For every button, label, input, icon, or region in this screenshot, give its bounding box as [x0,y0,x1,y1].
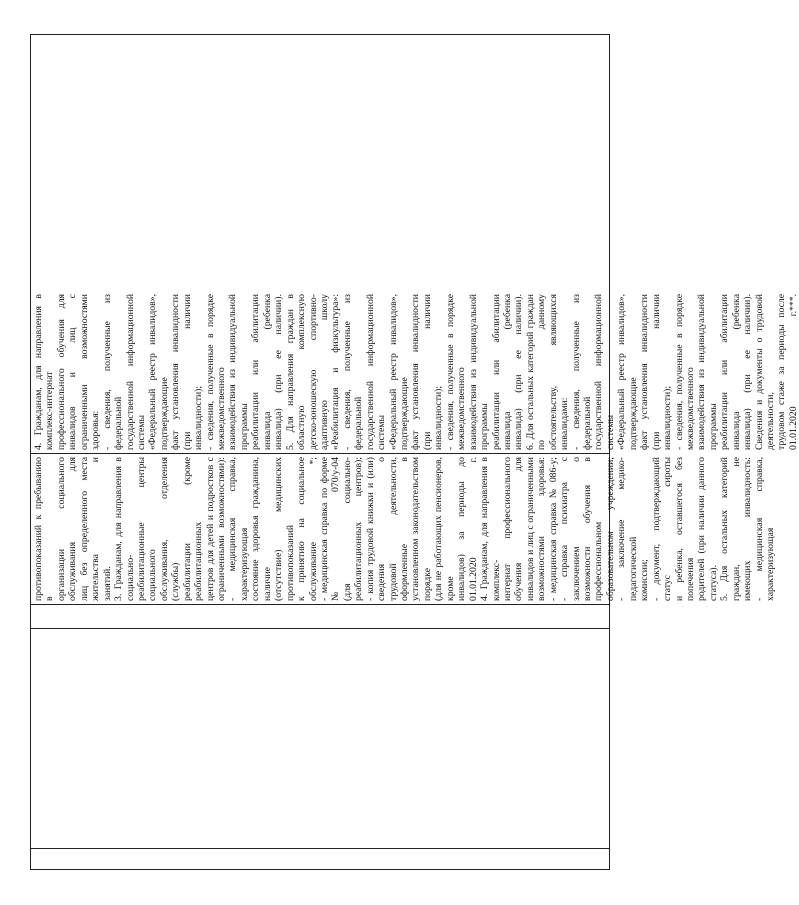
text-line: реабилитации или абилитации инвалида (ребенка [490,294,513,450]
text-line: родителей (при наличии данного статуса). [696,457,719,601]
text-line: Сведения и документы о трудовой деятельности, [753,294,776,450]
table-column-3 [31,605,609,629]
text-line: государственной информационной системы [124,294,147,450]
text-line: к принятию на социальное обслуживание *; [296,457,319,601]
text-line: инвалида) (при ее наличии). [513,294,525,450]
text-line: инвалида) (при ее наличии). [273,294,285,450]
text-line: 5. Для направления граждан в областную комплексную [284,294,308,450]
text-line: - сведения, полученные из федеральной [570,294,593,450]
text-line: инвалида) (при ее наличии). [742,294,754,450]
text-line: занятий. [101,566,113,601]
text-line: - сведения, полученные из федеральной [101,294,125,450]
text-line: инвалидов) за периоды до 01.01.2020 г. [456,457,479,601]
text-line: организации социального обслуживания для [55,457,79,601]
text-line: «Федеральный реестр инвалидов», подтверждающие [616,294,639,450]
text-line: и ребенка, оставшегося без попечения [673,457,696,601]
text-line: взаимодействия из индивидуальной программы [467,294,491,450]
text-line: реабилитации или абилитации инвалида (ребенка [719,294,742,450]
text-line: ограниченными возможностями здоровья: [78,294,102,450]
table-column-2 [31,629,609,849]
text-line: государственной информационной системы [593,294,616,450]
text-line: интернат профессионального обучения для [501,457,525,601]
text-line: - медицинская справка, характеризующая [227,457,250,601]
text-line: реабилитации или абилитации инвалида (ребенка [250,294,273,450]
text-line: инвалидов и лиц с ограниченными [524,457,536,601]
text-line: имеющих инвалидность: [742,457,754,601]
text-line: инвалидности); [433,385,445,450]
text-line: - сведения, полученные из федеральной [341,294,365,450]
text-line: - заключение медико-педагогической [616,457,639,601]
text-line: инвалидности); [193,385,205,450]
text-line: обстоятельству, являющихся инвалидами: [547,294,571,450]
text-line: - медицинская справка по форме № 070/у-04 [318,457,342,601]
text-line: - сведения, полученные в порядке межведомственного [673,294,696,450]
text-line: комиссии; [639,559,651,601]
text-line: - сведения, полученные в порядке межведомственного [204,294,227,450]
text-line: ограниченными возможностями): [216,457,227,601]
text-line: (отсутствие) медицинских противопоказаний [273,457,296,601]
text-line: взаимодействия из индивидуальной программы [696,294,719,450]
text-line: - сведения, полученные в порядке межведомственного [444,294,468,450]
text-line: возможностями здоровья: [536,457,548,601]
text-line: - копия трудовой книжки и (или) сведения о [364,457,388,601]
text-line: образовательном учреждении; [604,457,616,601]
text-line: 4. Гражданам, для направления в комплекс- [479,457,502,601]
text-line: установленном законодательством порядке [410,457,433,601]
text-line: - справка психиатра с заключением о [559,457,582,601]
text-line: государственной информационной системы [364,294,388,450]
text-line: лиц без определенного места жительства и [78,457,102,601]
text-line: состояние здоровья гражданина, наличие [250,457,273,601]
text-line: факт установления инвалидности (при наличии [410,294,433,450]
table-column-documents-requested [31,291,799,454]
table-column-documents-provided [31,454,776,605]
text-line: 6. Для остальных категорий граждан по данному [524,294,548,450]
text-line: 4. Гражданам, для направления в комплекс-интернат [33,294,56,450]
text-line: факт установления инвалидности (при наличии [170,294,193,450]
text-line: трудовой деятельности, оформленные в [387,457,410,601]
text-line: 5. Для остальных категорий граждан, не [719,457,742,601]
text-line: реабилитационные центры социального [135,457,159,601]
text-line: 3. Гражданам, для направления в социально- [113,457,136,601]
text-line: - документ, подтверждающий статус сироты [650,457,674,601]
text-line: трудовом стаже за периоды после 01.01.2020 г.***. [776,294,799,450]
text-line: факт установления инвалидности (при наличии [639,294,662,450]
text-line: «Реабилитация и физкультура»: [330,294,342,450]
table-column-1 [31,849,609,869]
rotated-table [30,34,799,870]
text-line: взаимодействия из индивидуальной программы [227,294,250,450]
text-line: (для не работающих пенсионеров, кроме [433,457,456,601]
text-line: (для социально-реабилитационных центров); [341,457,365,601]
text-line: детско-юношескую спортивно-адаптивную школу [307,294,330,450]
text-line: - медицинская справка, характеризующая [753,457,776,601]
text-line: «Федеральный реестр инвалидов», подтверждающие [387,294,410,450]
text-line: - медицинская справка № 086-у; [547,457,559,601]
text-line: центров для детей и подростков с [204,457,216,601]
text-line: профессионального обучения для инвалидов и лиц с [55,294,79,450]
text-line: возможности обучения в профессиональном [582,457,605,601]
text-line: противопоказаний к пребыванию в [33,457,56,601]
text-line: инвалидности); [662,385,674,450]
text-line: обслуживания, отделения (службы) [158,457,182,601]
text-line: «Федеральный реестр инвалидов», подтверждающие [147,294,170,450]
text-line: реабилитации (кроме реабилитационных [181,457,205,601]
